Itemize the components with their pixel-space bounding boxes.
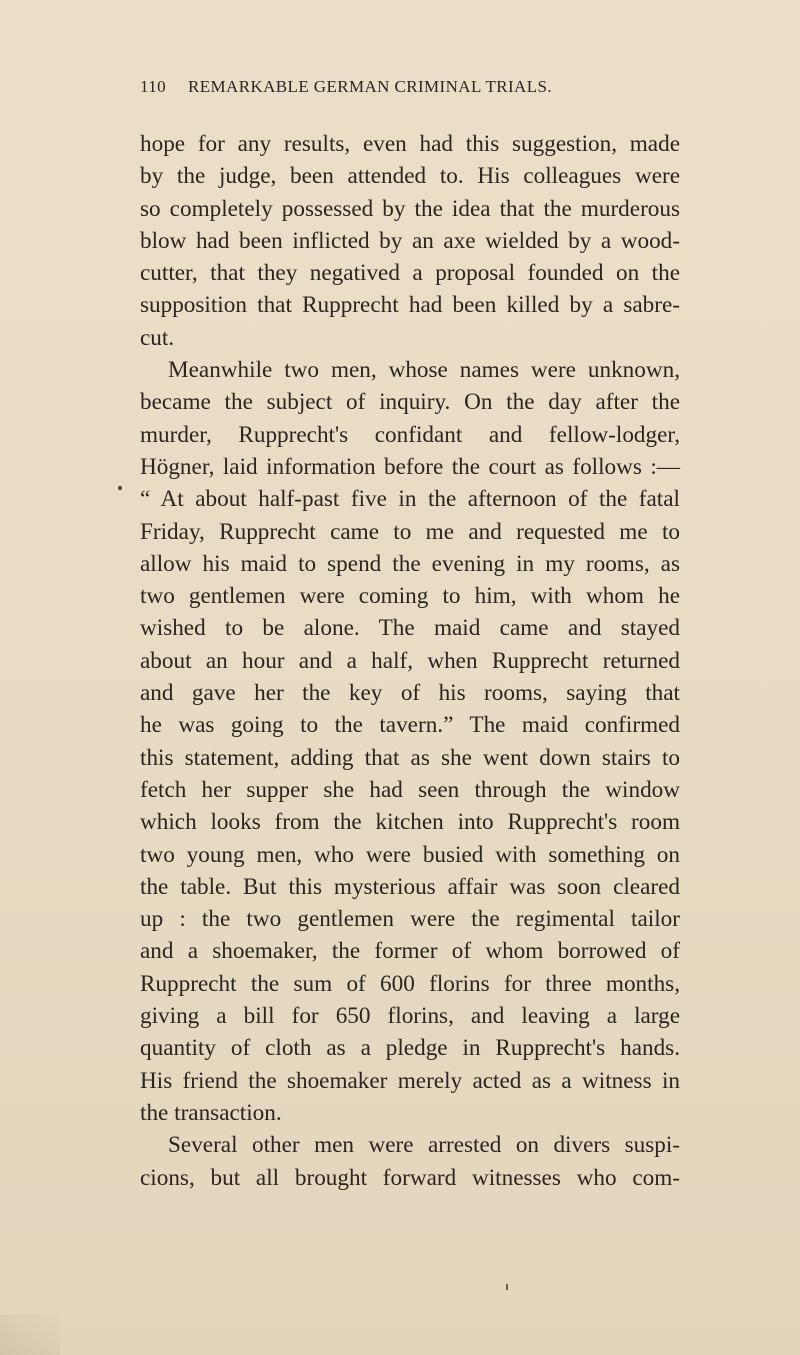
text-line: became the subject of inquiry. On the day after the <box>140 389 680 416</box>
text-line: Högner, laid information before the court as follows :— <box>140 453 680 480</box>
print-mark <box>506 1284 508 1290</box>
text-line: Several other men were arrested on divers suspi- <box>168 1132 680 1159</box>
text-line: His friend the shoemaker merely acted as a witness in <box>140 1067 680 1094</box>
text-line: murder, Rupprecht's confidant and fellow-lodger, <box>140 421 680 448</box>
text-line: hope for any results, even had this suggestion, made <box>140 131 680 157</box>
text-line: two gentlemen were coming to him, with whom he <box>140 583 680 610</box>
text-line: which looks from the kitchen into Rupprecht's room <box>140 809 680 836</box>
running-title: REMARKABLE GERMAN CRIMINAL TRIALS. <box>188 77 553 96</box>
text-line: wished to be alone. The maid came and stayed <box>140 615 680 642</box>
text-line: the table. But this mysterious affair was soon cleared <box>140 873 680 900</box>
page-number: 110 <box>140 77 167 96</box>
text-line: cut. <box>140 324 175 351</box>
text-line: this statement, adding that as she went down stairs to <box>140 744 680 771</box>
body-text <box>140 128 680 1194</box>
text-line: cutter, that they negatived a proposal founded on the <box>140 260 680 287</box>
text-line: he was going to the tavern.” The maid confirmed <box>140 712 680 739</box>
text-line: two young men, who were busied with something on <box>140 841 680 868</box>
text-line: blow had been inflicted by an axe wielded by a wood- <box>140 227 680 254</box>
text-line: Meanwhile two men, whose names were unknown, <box>168 357 680 384</box>
page-header <box>140 77 660 107</box>
text-line: allow his maid to spend the evening in my rooms, as <box>140 550 680 577</box>
text-line: by the judge, been attended to. His colleagues were <box>140 163 680 190</box>
page-corner-shadow <box>0 1315 60 1355</box>
text-line: and a shoemaker, the former of whom borrowed of <box>140 938 680 965</box>
text-line: up : the two gentlemen were the regimental tailor <box>140 906 680 933</box>
text-line: Friday, Rupprecht came to me and requested me to <box>140 518 680 545</box>
text-line: quantity of cloth as a pledge in Rupprecht's hands. <box>140 1035 680 1062</box>
text-line: Rupprecht the sum of 600 florins for three months, <box>140 970 680 997</box>
text-line: about an hour and a half, when Rupprecht returned <box>140 647 680 674</box>
text-line: and gave her the key of his rooms, saying that <box>140 680 680 707</box>
text-line: fetch her supper she had seen through the window <box>140 776 680 803</box>
text-line: the transaction. <box>140 1099 282 1126</box>
text-line: so completely possessed by the idea that the murderous <box>140 195 680 222</box>
text-line: cions, but all brought forward witnesses who com- <box>140 1164 680 1191</box>
text-line: giving a bill for 650 florins, and leaving a large <box>140 1003 680 1030</box>
margin-dot <box>118 486 122 490</box>
text-line: “ At about half-past five in the afternoon of the fatal <box>140 486 680 513</box>
text-line: supposition that Rupprecht had been killed by a sabre- <box>140 292 680 319</box>
